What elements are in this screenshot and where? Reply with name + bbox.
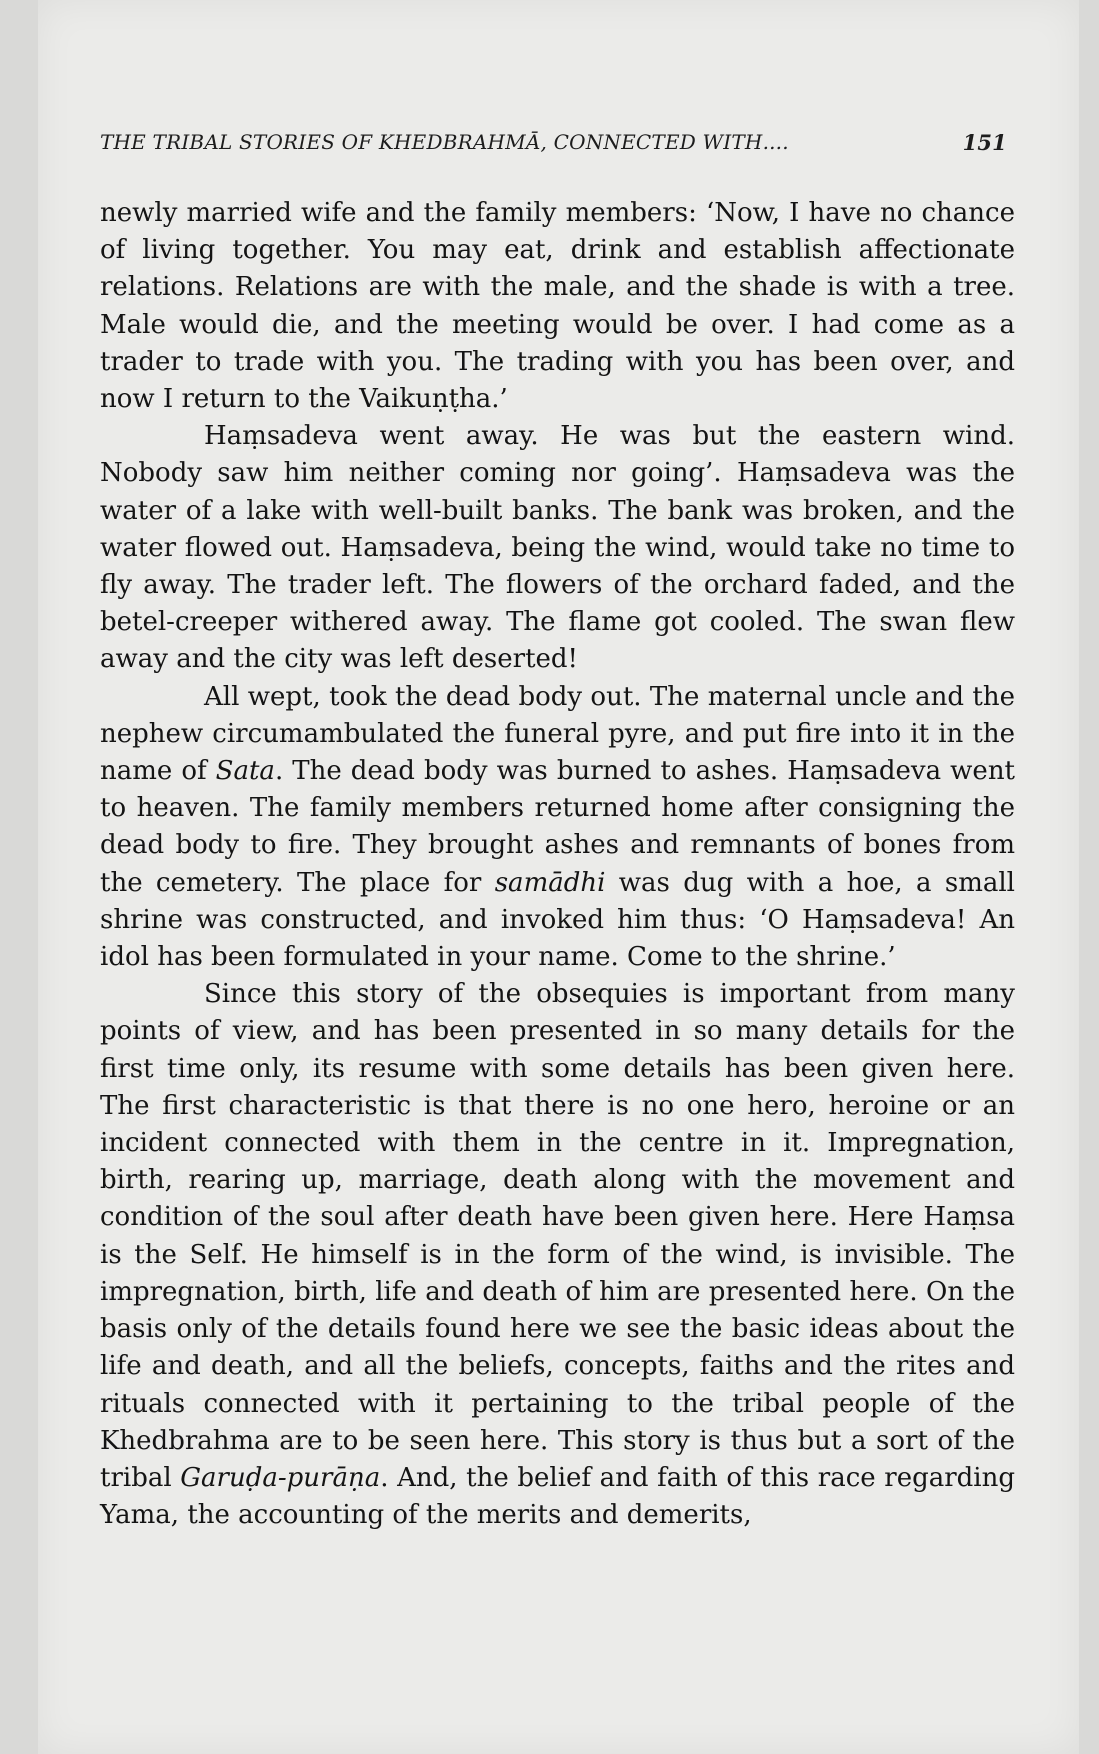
running-title: THE TRIBAL STORIES OF KHEDBRAHMĀ, CONNECTED WITH.... <box>100 130 789 154</box>
page-number: 151 <box>962 130 1007 155</box>
paragraph <box>100 976 1015 1534</box>
body-text <box>100 195 1015 1534</box>
paragraph-text: newly married wife and the family members: ‘Now, I have no chance of living together. You may eat, drink and establish affectionate relations. Relations are with the male, and the shade is with a tree. Male would die, and the meeting would be over. I had come as a trader to trade with you. The trading with you has been over, and now I return to the Vaikuṇṭha.’ <box>100 198 1015 415</box>
book-page <box>38 0 1079 1754</box>
italic-term: Garuḍa-purāṇa <box>180 1462 381 1493</box>
paragraph-text: . And, the belief and faith of this race regarding Yama, the accounting of the merits and demerits, <box>100 1462 1016 1531</box>
paragraph-text: was dug with a hoe, a small shrine was constructed, and invoked him thus: ‘O Haṃsadeva! An idol has been formulated in your name. Come to the shrine.’ <box>100 867 1015 973</box>
paragraph-text: Haṃsadeva went away. He was but the eastern wind. Nobody saw him neither coming nor going’. Haṃsadeva was the water of a lake with well-built banks. The bank was broken, and the water flowed out. Haṃsadeva, being the wind, would take no time to fly away. The trader left. The flowers of the orchard faded, and the betel-creeper withered away. The flame got cooled. The swan flew away and the city was left deserted! <box>100 421 1015 675</box>
running-header <box>100 130 1015 154</box>
italic-term: Sata <box>215 756 275 787</box>
paragraph <box>100 195 1015 418</box>
paragraph <box>100 418 1015 678</box>
paragraph-text: Since this story of the obsequies is important from many points of view, and has been presented in so many details for the first time only, its resume with some details has been given here. The first characteristic is that there is no one hero, heroine or an incident connected with them in the centre in it. Impregnation, birth, rearing up, marriage, death along with the movement and condition of the soul after death have been given here. Here Haṃsa is the Self. He himself is in the form of the wind, is invisible. The impregnation, birth, life and death of him are presented here. On the basis only of the details found here we see the basic ideas about the life and death, and all the beliefs, concepts, faiths and the rites and rituals connected with it pertaining to the tribal people of the Khedbrahma are to be seen here. This story is thus but a sort of the tribal <box>100 979 1015 1493</box>
italic-term: samādhi <box>494 867 606 898</box>
paragraph-text: . The dead body was burned to ashes. Haṃsadeva went to heaven. The family members returned home after consigning the dead body to fire. They brought ashes and remnants of bones from the cemetery. The place for <box>100 756 1016 898</box>
paragraph-text: All wept, took the dead body out. The maternal uncle and the nephew circumambulated the funeral pyre, and put fire into it in the name of <box>100 681 1015 787</box>
paragraph <box>100 679 1015 977</box>
